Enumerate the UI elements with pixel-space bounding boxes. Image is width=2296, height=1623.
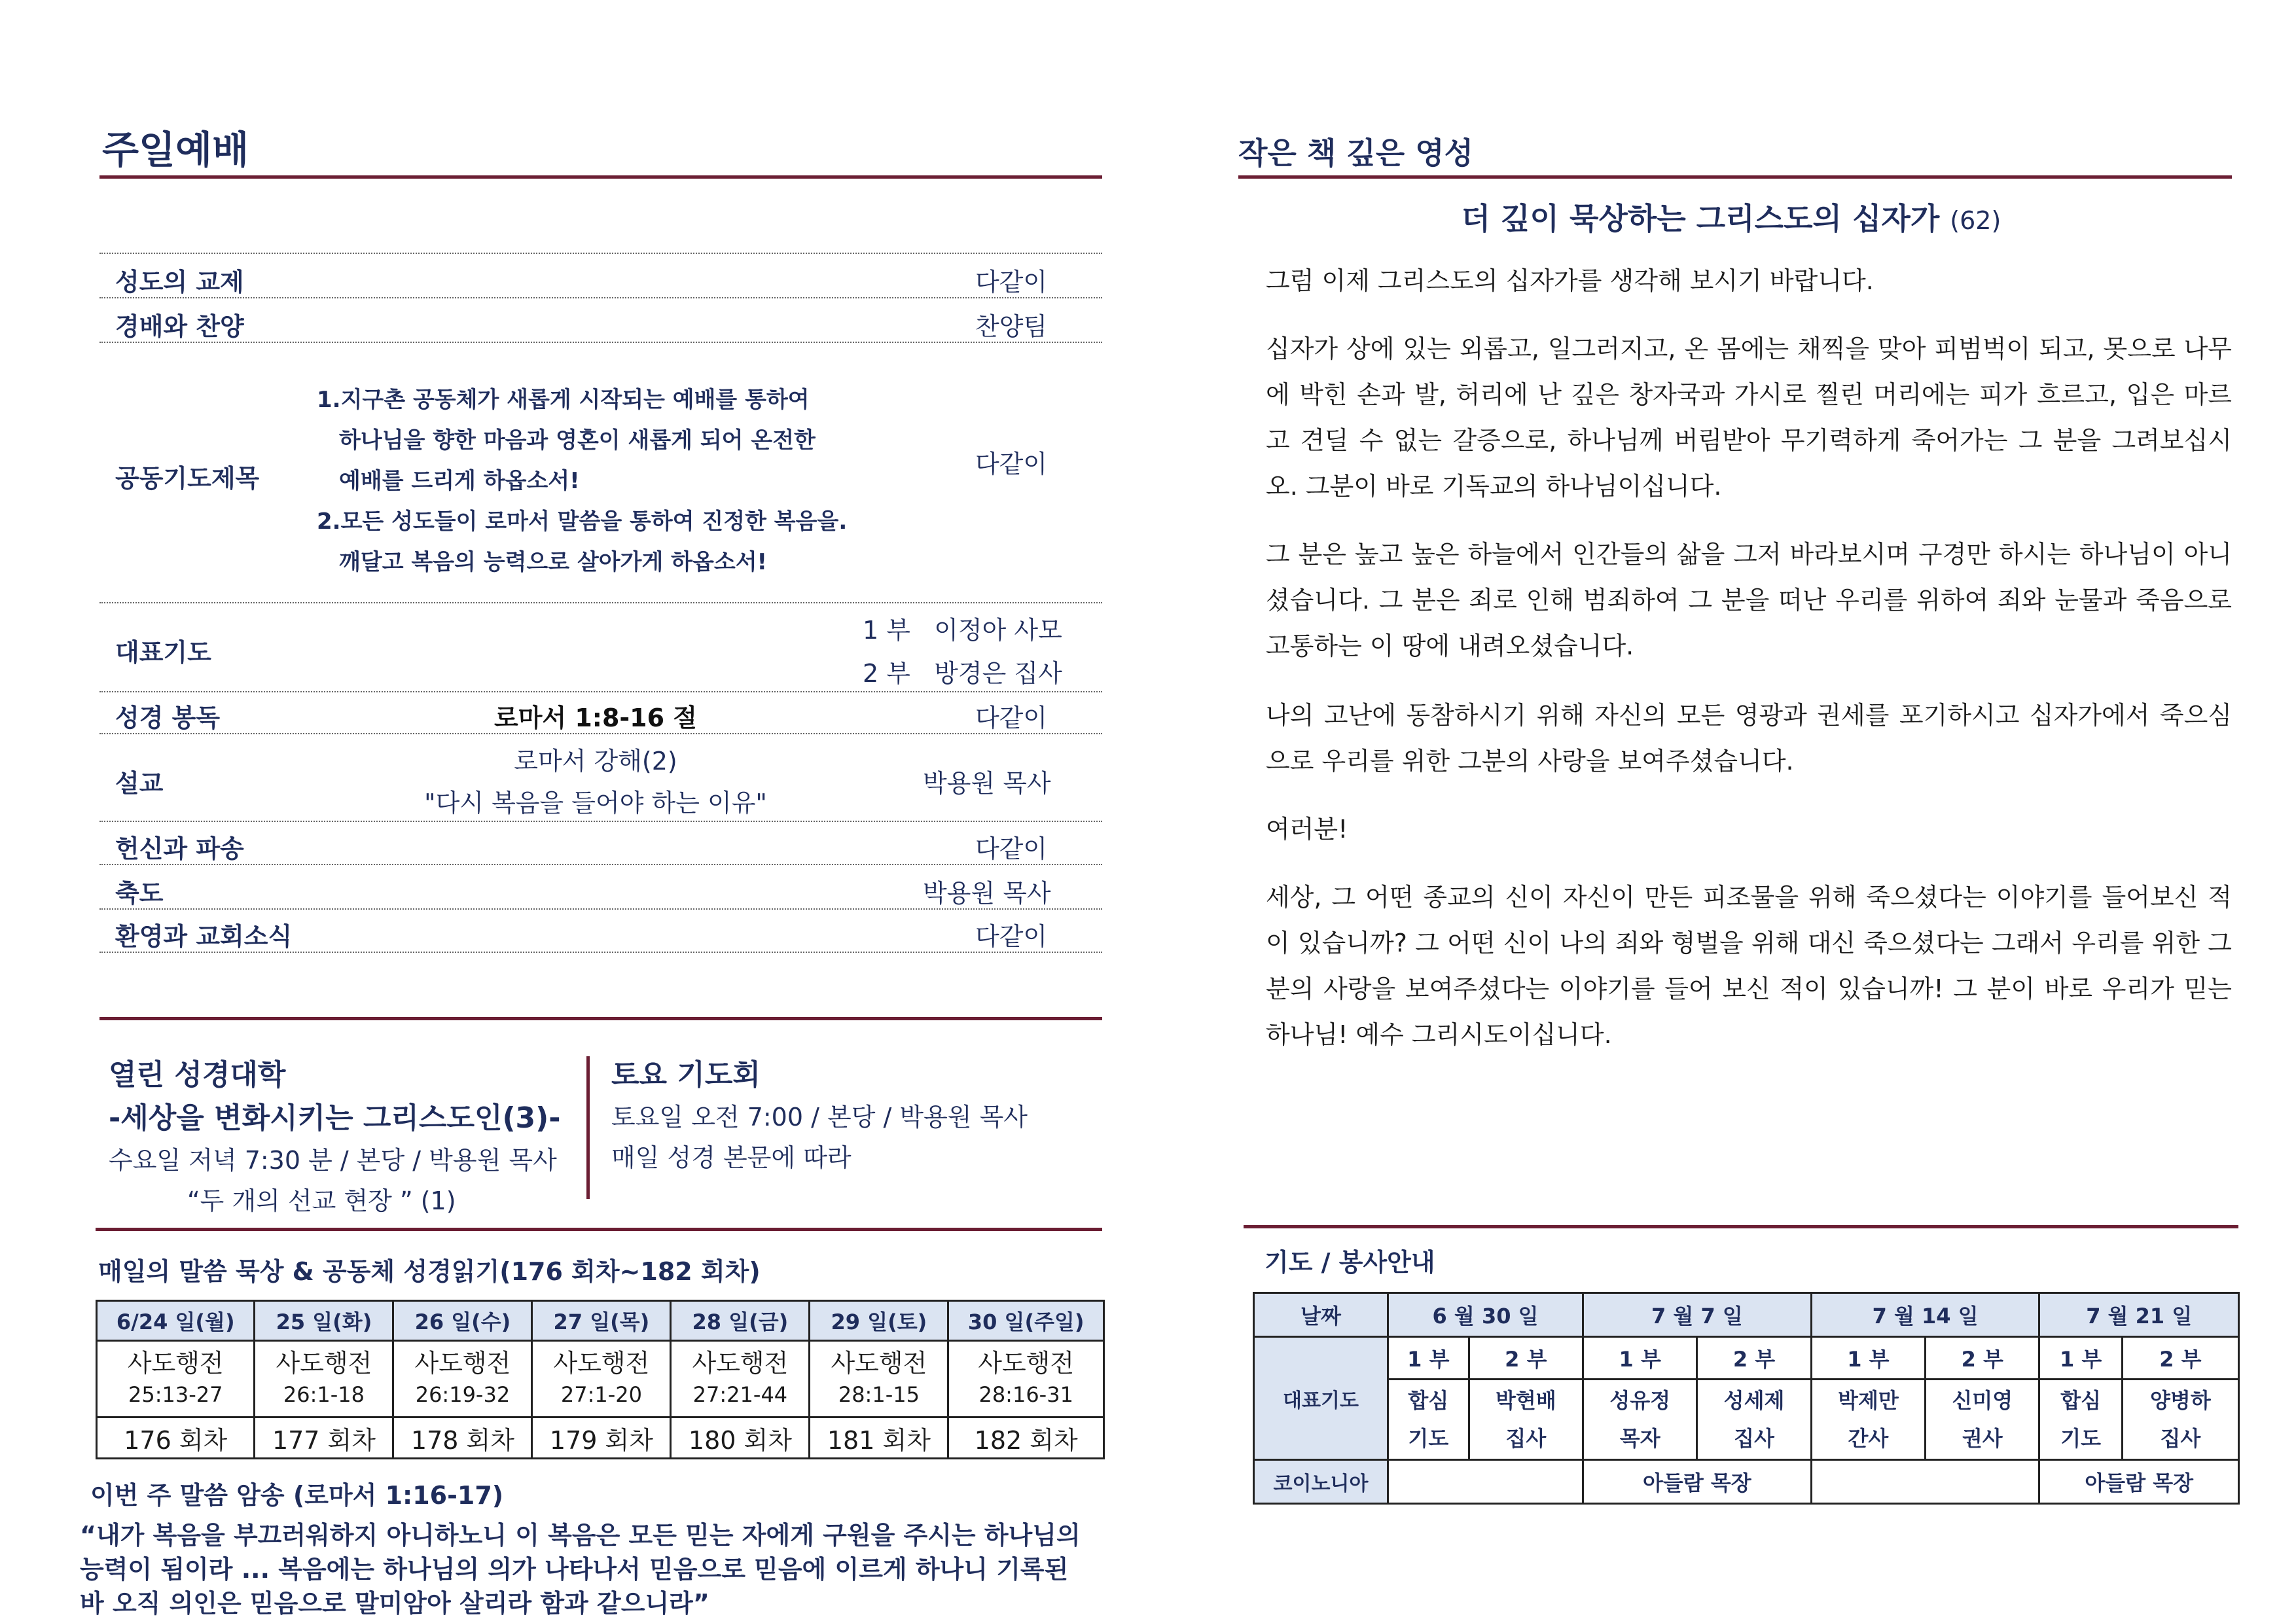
koinonia-cell	[1811, 1460, 2039, 1504]
prayer-name: 합심	[2060, 1388, 2102, 1413]
count-cell: 178 회차	[393, 1418, 532, 1459]
section-title: 작은 책 깊은 영성	[1238, 135, 1474, 171]
prayer-cell	[2039, 1380, 2122, 1460]
chapter-ref: 27:21-44	[692, 1382, 788, 1407]
saturday-time: 토요일 오전 7:00 / 본당 / 박용원 목사	[611, 1103, 1028, 1132]
prayer-name: 신미영	[1952, 1388, 2013, 1413]
reading-cell	[532, 1341, 671, 1418]
divider	[99, 342, 1102, 343]
reading-cell	[97, 1341, 255, 1418]
order-right: 다같이	[975, 922, 1048, 951]
prayer-cell	[1811, 1380, 1925, 1460]
paragraph: 세상, 그 어떤 종교의 신이 자신이 만든 피조물을 위해 죽으셨다는 이야기를 들어보신 적이 있습니까? 그 어떤 신이 나의 죄와 형벌을 위해 대신 죽으셨다는 그래서 우리를 위한 그 분의 사랑을 보여주셨다는 이야기를 들어 보신 적이 있습니까! 그 분이 바로 우리가 믿는 하나님! 예수 그리시도이십니다.	[1266, 883, 2232, 1049]
prayer-cell	[1388, 1380, 1469, 1460]
prayer-cell	[1697, 1380, 1811, 1460]
order-label: 축도	[115, 879, 164, 908]
divider	[99, 733, 1102, 734]
koinonia-cell	[1388, 1460, 1583, 1504]
order-center: 로마서 1:8-16 절	[493, 704, 698, 732]
section-rule	[1244, 1225, 2238, 1228]
prayer-name: 성유정	[1609, 1388, 1671, 1413]
order-label: 공동기도제목	[115, 464, 260, 493]
title-rule	[1238, 175, 2232, 179]
count-cell: 181 회차	[810, 1418, 948, 1459]
prayer-role: 집사	[1734, 1426, 1774, 1451]
chapter-ref: 25:13-27	[128, 1382, 223, 1407]
article-title-text: 더 깊이 묵상하는 그리스도의 십자가	[1461, 201, 1940, 236]
prayer-name: 성세제	[1723, 1388, 1785, 1413]
divider	[99, 908, 1102, 910]
count-cell: 177 회차	[255, 1418, 393, 1459]
prayer-role: 집사	[1505, 1426, 1547, 1451]
verse-line: 능력이 됨이라 ... 복음에는 하나님의 의가 나타나서 믿음으로 믿음에 이르게 하나니 기록된	[80, 1555, 1069, 1584]
date-cell: 6 월 30 일	[1388, 1293, 1583, 1337]
reading-cell	[393, 1341, 532, 1418]
prayer-name: 박제만	[1838, 1388, 1899, 1413]
day-cell: 30 일(주일)	[948, 1301, 1104, 1341]
divider	[99, 691, 1102, 692]
service-table	[1253, 1292, 2240, 1505]
paragraph: 그럼 이제 그리스도의 십자가를 생각해 보시기 바랍니다.	[1266, 266, 1874, 295]
order-center: "다시 복음을 들어야 하는 이유"	[424, 789, 767, 817]
prayer-cell	[1926, 1380, 2039, 1460]
prayer-name: 양병하	[2150, 1388, 2211, 1413]
order-label: 대표기도	[115, 638, 211, 667]
prayer-line: 예배를 드리게 하옵소서!	[339, 468, 580, 494]
part-cell: 2 부	[2122, 1337, 2238, 1380]
prayer-label: 대표기도	[1254, 1337, 1388, 1460]
title-rule	[99, 175, 1102, 179]
divider	[99, 253, 1102, 254]
count-cell: 182 회차	[948, 1418, 1104, 1459]
service-date-row	[1254, 1293, 2239, 1337]
order-right: 박용원 목사	[923, 769, 1051, 798]
service-part-row	[1254, 1337, 2239, 1380]
prayer-line: 하나님을 향한 마음과 영혼이 새롭게 되어 온전한	[339, 427, 816, 454]
service-koinonia-row	[1254, 1460, 2239, 1504]
order-right: 2 부 방경은 집사	[863, 659, 1062, 688]
book-name: 사도행전	[553, 1349, 650, 1378]
reading-header-row	[97, 1301, 1104, 1341]
day-cell: 27 일(목)	[532, 1301, 671, 1341]
koinonia-label: 코이노니아	[1254, 1460, 1388, 1504]
divider	[99, 602, 1102, 603]
study-subtitle: -세상을 변화시키는 그리스도인(3)-	[109, 1101, 561, 1135]
order-right: 다같이	[975, 834, 1048, 863]
reading-book-row	[97, 1341, 1104, 1418]
order-label: 성경 봉독	[115, 704, 221, 732]
order-right: 박용원 목사	[923, 879, 1051, 908]
chapter-ref: 28:16-31	[978, 1382, 1073, 1407]
koinonia-cell: 아들람 목장	[2039, 1460, 2239, 1504]
part-cell: 1 부	[2039, 1337, 2122, 1380]
prayer-cell	[2122, 1380, 2238, 1460]
prayer-name: 박현배	[1495, 1388, 1556, 1413]
part-cell: 2 부	[1926, 1337, 2039, 1380]
date-cell: 7 월 7 일	[1583, 1293, 1812, 1337]
divider	[99, 864, 1102, 865]
book-name: 사도행전	[978, 1349, 1075, 1378]
memory-title: 이번 주 말씀 암송 (로마서 1:16-17)	[90, 1481, 504, 1510]
reading-count-row	[97, 1418, 1104, 1459]
prayer-line: 깨달고 복음의 능력으로 살아가게 하옵소서!	[339, 549, 768, 575]
prayer-topics	[317, 380, 847, 582]
chapter-ref: 28:1-15	[838, 1382, 920, 1407]
prayer-role: 기도	[2060, 1426, 2102, 1451]
order-right: 다같이	[975, 704, 1048, 732]
order-right: 찬양팀	[975, 312, 1048, 341]
prayer-role: 목자	[1619, 1426, 1660, 1451]
prayer-role: 집사	[2160, 1426, 2201, 1451]
prayer-role: 간사	[1848, 1426, 1889, 1451]
koinonia-cell: 아들람 목장	[1583, 1460, 1812, 1504]
saturday-title: 토요 기도회	[611, 1058, 761, 1092]
verse-line: 바 오직 의인은 믿음으로 말미암아 살리라 함과 같으니라”	[80, 1589, 709, 1618]
chapter-ref: 27:1-20	[560, 1382, 642, 1407]
paragraph: 여러분!	[1266, 815, 1348, 844]
order-label: 헌신과 파송	[115, 834, 244, 863]
column-divider	[586, 1056, 590, 1199]
reading-cell	[671, 1341, 810, 1418]
part-cell: 2 부	[1697, 1337, 1811, 1380]
prayer-cell	[1583, 1380, 1697, 1460]
count-cell: 176 회차	[97, 1418, 255, 1459]
book-name: 사도행전	[414, 1349, 511, 1378]
prayer-line: 1.지구촌 공동체가 새롭게 시작되는 예배를 통하여	[317, 387, 810, 413]
paragraph: 나의 고난에 동참하시기 위해 자신의 모든 영광과 권세를 포기하시고 십자가에서 죽으심으로 우리를 위한 그분의 사랑을 보여주셨습니다.	[1266, 701, 2232, 776]
chapter-ref: 26:19-32	[415, 1382, 511, 1407]
service-prayer-row	[1254, 1380, 2239, 1460]
order-label: 설교	[115, 769, 164, 798]
order-right: 다같이	[975, 450, 1048, 478]
prayer-role: 권사	[1962, 1426, 2003, 1451]
date-label: 날짜	[1254, 1293, 1388, 1337]
prayer-cell	[1469, 1380, 1583, 1460]
book-name: 사도행전	[127, 1349, 224, 1378]
day-cell: 6/24 일(월)	[97, 1301, 255, 1341]
divider	[99, 952, 1102, 953]
book-name: 사도행전	[276, 1349, 372, 1378]
divider	[99, 297, 1102, 298]
study-title: 열린 성경대학	[109, 1058, 286, 1092]
order-label: 환영과 교회소식	[115, 922, 293, 951]
verse-line: “내가 복음을 부끄러워하지 아니하노니 이 복음은 모든 믿는 자에게 구원을 주시는 하나님의	[80, 1521, 1081, 1550]
order-label: 경배와 찬양	[115, 312, 244, 341]
chapter-ref: 26:1-18	[283, 1382, 365, 1407]
order-label: 성도의 교제	[115, 268, 244, 296]
service-title: 기도 / 봉사안내	[1265, 1248, 1435, 1277]
day-cell: 29 일(토)	[810, 1301, 948, 1341]
section-rule	[99, 1017, 1102, 1020]
prayer-name: 합심	[1408, 1388, 1449, 1413]
divider	[99, 821, 1102, 822]
book-name: 사도행전	[692, 1349, 789, 1378]
memory-verse	[80, 1518, 1081, 1620]
count-cell: 180 회차	[671, 1418, 810, 1459]
reading-cell	[255, 1341, 393, 1418]
study-topic: “두 개의 선교 현장 ” (1)	[187, 1186, 456, 1215]
part-cell: 1 부	[1388, 1337, 1469, 1380]
article-number: (62)	[1950, 206, 2001, 235]
paragraph: 십자가 상에 있는 외롭고, 일그러지고, 온 몸에는 채찍을 맞아 피범벅이 되고, 못으로 나무에 박힌 손과 발, 허리에 난 깊은 창자국과 가시로 찔린 머리에는 피가 흐르고, 입은 마르고 견딜 수 없는 갈증으로, 하나님께 버림받아 무기력하게 죽어가는 그 분을 그려보십시오. 그분이 바로 기독교의 하나님이십니다.	[1266, 334, 2232, 501]
prayer-role: 기도	[1408, 1426, 1449, 1451]
reading-title: 매일의 말씀 묵상 & 공동체 성경읽기(176 회차~182 회차)	[98, 1257, 761, 1286]
part-cell: 2 부	[1469, 1337, 1583, 1380]
section-rule	[96, 1228, 1102, 1231]
order-center: 로마서 강해(2)	[514, 747, 677, 776]
saturday-note: 매일 성경 본문에 따라	[611, 1143, 852, 1172]
article-title	[1230, 195, 2232, 238]
day-cell: 25 일(화)	[255, 1301, 393, 1341]
prayer-line: 2.모든 성도들이 로마서 말씀을 통하여 진정한 복음을.	[317, 508, 848, 535]
study-time: 수요일 저녁 7:30 분 / 본당 / 박용원 목사	[109, 1146, 557, 1175]
book-name: 사도행전	[831, 1349, 927, 1378]
day-cell: 26 일(수)	[393, 1301, 532, 1341]
part-cell: 1 부	[1811, 1337, 1925, 1380]
day-cell: 28 일(금)	[671, 1301, 810, 1341]
count-cell: 179 회차	[532, 1418, 671, 1459]
date-cell: 7 월 21 일	[2039, 1293, 2239, 1337]
reading-cell	[810, 1341, 948, 1418]
worship-title: 주일예배	[102, 128, 249, 172]
date-cell: 7 월 14 일	[1811, 1293, 2039, 1337]
order-right: 1 부 이정아 사모	[863, 616, 1062, 645]
reading-table	[96, 1300, 1105, 1459]
paragraph: 그 분은 높고 높은 하늘에서 인간들의 삶을 그저 바라보시며 구경만 하시는 하나님이 아니셨습니다. 그 분은 죄로 인해 범죄하여 그 분을 떠난 우리를 위하여 죄와 눈물과 죽음으로 고통하는 이 땅에 내려오셨습니다.	[1266, 540, 2232, 660]
order-right: 다같이	[975, 268, 1048, 296]
part-cell: 1 부	[1583, 1337, 1697, 1380]
reading-cell	[948, 1341, 1104, 1418]
